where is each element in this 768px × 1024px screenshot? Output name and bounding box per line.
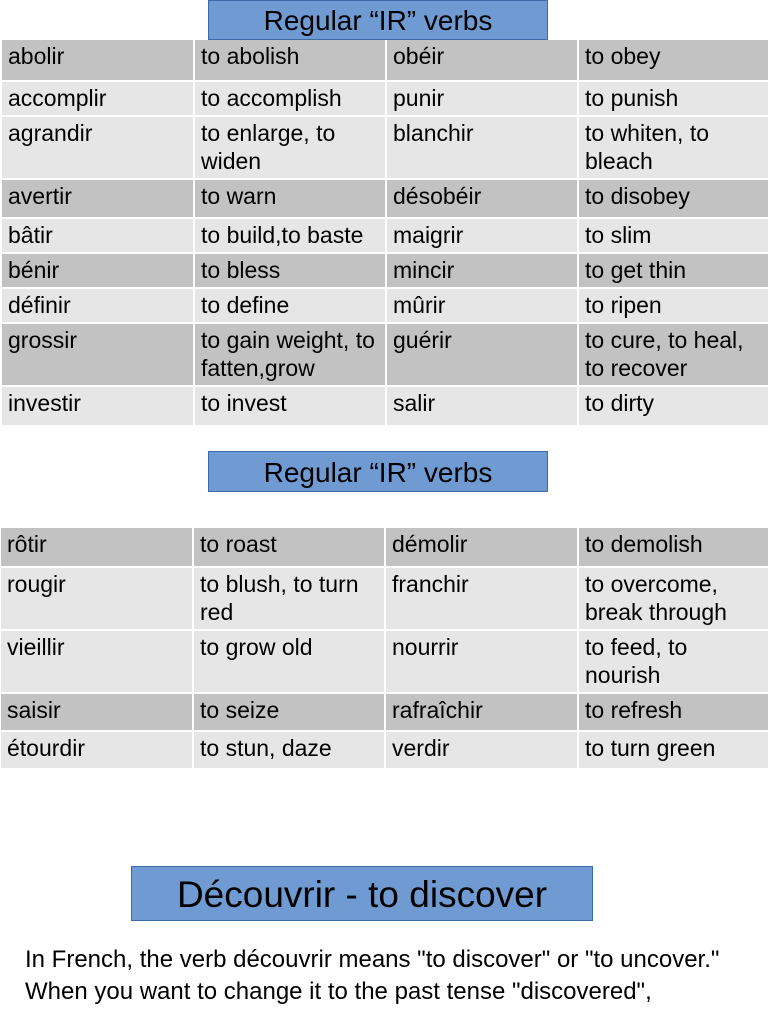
french-verb: obéir [386, 40, 578, 81]
paragraph-line: When you want to change it to the past tense "discovered", [25, 978, 652, 1005]
english-meaning: to slim [578, 218, 768, 253]
table-row [1, 567, 768, 630]
french-verb: démolir [385, 528, 578, 567]
english-meaning: to define [194, 288, 386, 323]
english-meaning: to disobey [578, 179, 768, 218]
french-verb: blanchir [386, 116, 578, 179]
english-meaning: to stun, daze [193, 731, 385, 769]
english-meaning: to gain weight, to fatten,grow [194, 323, 386, 386]
section2-title: Regular “IR” verbs [208, 451, 548, 492]
french-verb: bénir [2, 253, 194, 288]
english-meaning: to blush, to turn red [193, 567, 385, 630]
french-verb: accomplir [2, 81, 194, 116]
english-meaning: to ripen [578, 288, 768, 323]
table-row [1, 528, 768, 567]
english-meaning: to accomplish [194, 81, 386, 116]
table-row [2, 253, 768, 288]
french-verb: étourdir [1, 731, 193, 769]
french-verb: verdir [385, 731, 578, 769]
english-meaning: to get thin [578, 253, 768, 288]
french-verb: maigrir [386, 218, 578, 253]
french-verb: nourrir [385, 630, 578, 693]
french-verb: rôtir [1, 528, 193, 567]
english-meaning: to roast [193, 528, 385, 567]
table-row [2, 288, 768, 323]
table-row [1, 693, 768, 731]
french-verb: abolir [2, 40, 194, 81]
english-meaning: to enlarge, to widen [194, 116, 386, 179]
french-verb: vieillir [1, 630, 193, 693]
french-verb: investir [2, 386, 194, 426]
description-paragraph [25, 944, 755, 1008]
french-verb: rafraîchir [385, 693, 578, 731]
french-verb: grossir [2, 323, 194, 386]
french-verb: mûrir [386, 288, 578, 323]
english-meaning: to cure, to heal, to recover [578, 323, 768, 386]
table-row [2, 323, 768, 386]
english-meaning: to refresh [578, 693, 768, 731]
french-verb: désobéir [386, 179, 578, 218]
table-row [2, 81, 768, 116]
english-meaning: to invest [194, 386, 386, 426]
section3-title: Découvrir - to discover [131, 866, 593, 921]
french-verb: punir [386, 81, 578, 116]
english-meaning: to dirty [578, 386, 768, 426]
table-row [2, 179, 768, 218]
french-verb: guérir [386, 323, 578, 386]
english-meaning: to feed, to nourish [578, 630, 768, 693]
french-verb: saisir [1, 693, 193, 731]
french-verb: franchir [385, 567, 578, 630]
table-row [1, 630, 768, 693]
french-verb: rougir [1, 567, 193, 630]
french-verb: agrandir [2, 116, 194, 179]
english-meaning: to bless [194, 253, 386, 288]
french-verb: bâtir [2, 218, 194, 253]
french-verb: définir [2, 288, 194, 323]
english-meaning: to overcome, break through [578, 567, 768, 630]
table-row [2, 116, 768, 179]
french-verb: avertir [2, 179, 194, 218]
english-meaning: to seize [193, 693, 385, 731]
verb-table-1 [2, 40, 768, 427]
table-row [1, 731, 768, 769]
section1-title: Regular “IR” verbs [208, 0, 548, 40]
french-verb: salir [386, 386, 578, 426]
english-meaning: to build,to baste [194, 218, 386, 253]
english-meaning: to turn green [578, 731, 768, 769]
english-meaning: to whiten, to bleach [578, 116, 768, 179]
english-meaning: to punish [578, 81, 768, 116]
paragraph-line: In French, the verb découvrir means "to discover" or "to uncover." [25, 946, 720, 973]
english-meaning: to abolish [194, 40, 386, 81]
english-meaning: to warn [194, 179, 386, 218]
french-verb: mincir [386, 253, 578, 288]
table-row [2, 40, 768, 81]
english-meaning: to grow old [193, 630, 385, 693]
table-row [2, 218, 768, 253]
verb-table-2 [1, 528, 768, 770]
table-row [2, 386, 768, 426]
english-meaning: to demolish [578, 528, 768, 567]
english-meaning: to obey [578, 40, 768, 81]
